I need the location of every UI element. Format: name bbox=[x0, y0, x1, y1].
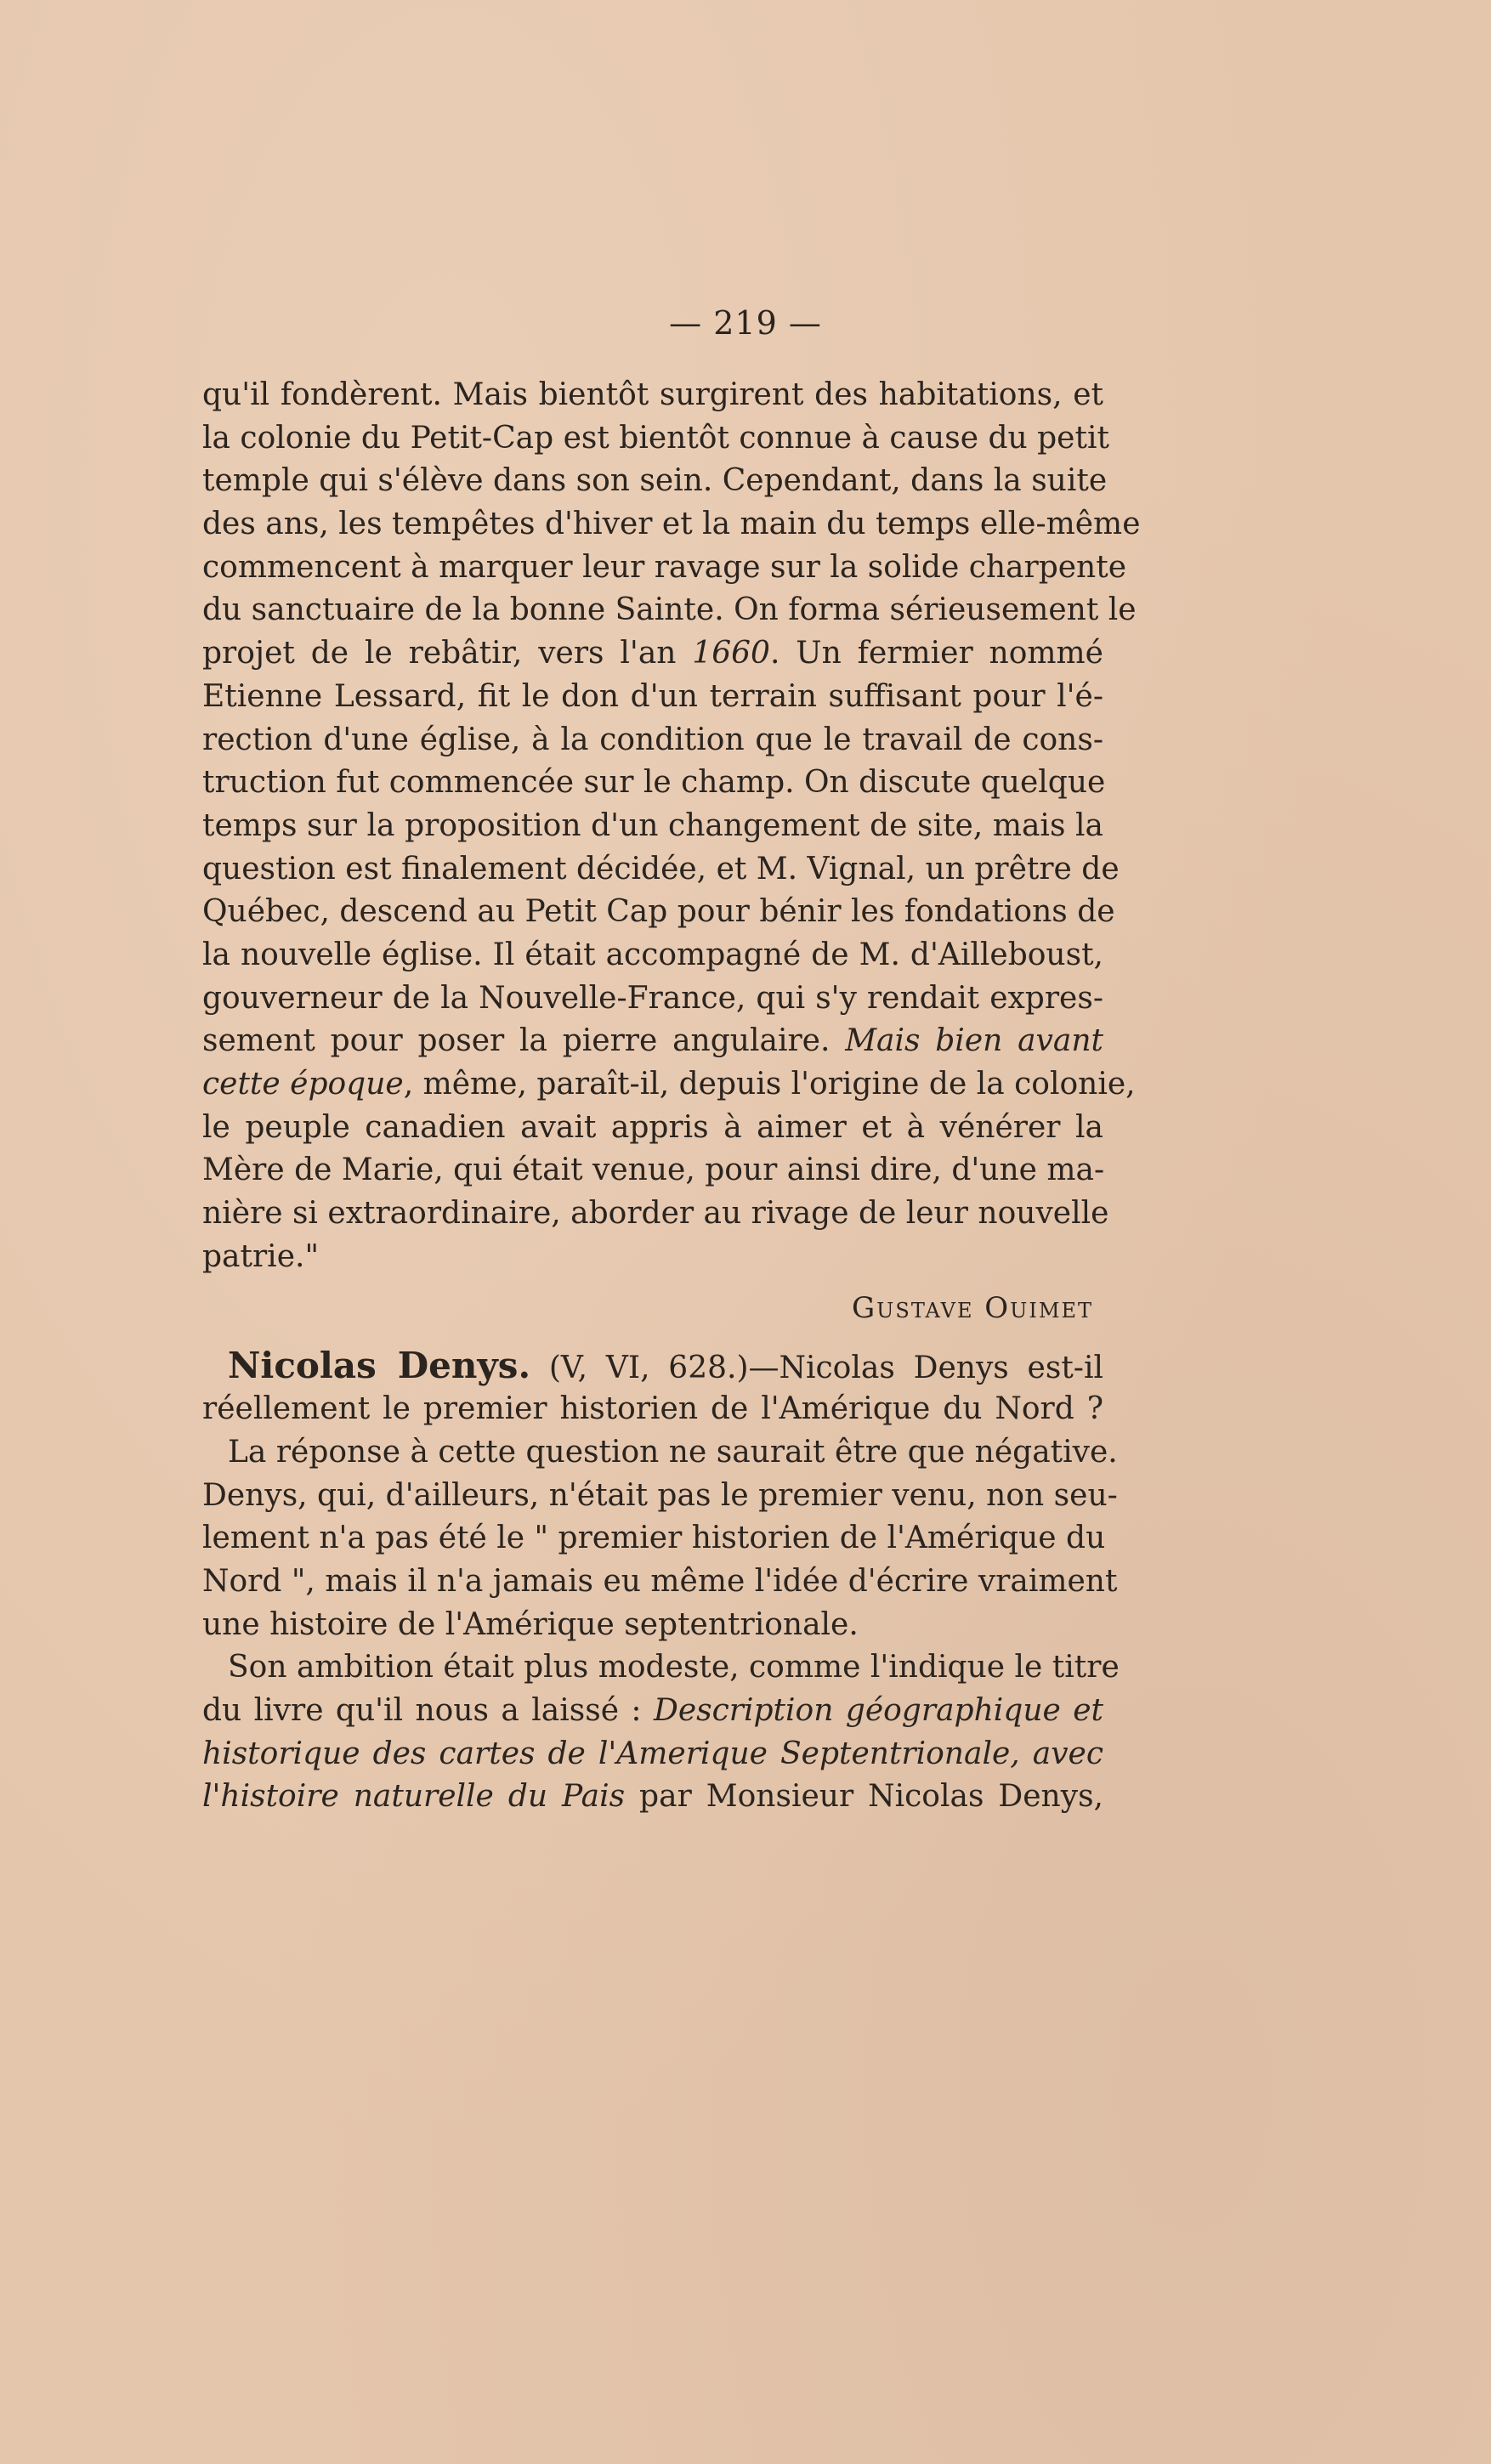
book-title-line: historique des cartes de l'Amerique Septentrionale, avec bbox=[202, 1736, 1103, 1771]
text-line: qu'il fondèrent. Mais bientôt surgirent des habitations, et bbox=[202, 377, 1103, 412]
text-line: truction fut commencée sur le champ. On discute quelque bbox=[202, 765, 1106, 801]
text-line: La réponse à cette question ne saurait être que négative. bbox=[228, 1434, 1118, 1470]
text-line bbox=[202, 1776, 1103, 1819]
text-line: du sanctuaire de la bonne Sainte. On forma sérieusement le bbox=[202, 592, 1137, 628]
text-line: la colonie du Petit-Cap est bientôt connue à cause du petit bbox=[202, 420, 1109, 456]
text-line: rection d'une église, à la condition que le travail de cons- bbox=[202, 722, 1103, 757]
text-line bbox=[202, 1063, 1136, 1107]
text-line: une histoire de l'Amérique septentrionale. bbox=[202, 1606, 859, 1642]
text-line: Nord ", mais il n'a jamais eu même l'idée d'écrire vraiment bbox=[202, 1563, 1118, 1599]
italic-phrase: Mais bien avant bbox=[845, 1023, 1103, 1059]
year-italic: 1660 bbox=[692, 636, 770, 671]
entry-heading-line bbox=[202, 1345, 1103, 1388]
text-line: Denys, qui, d'ailleurs, n'était pas le premier venu, non seu- bbox=[202, 1477, 1118, 1513]
text-line bbox=[202, 1690, 1103, 1733]
text-line: Son ambition était plus modeste, comme l'indique le titre bbox=[228, 1650, 1120, 1685]
text-line: patrie." bbox=[202, 1238, 320, 1274]
text-line: le peuple canadien avait appris à aimer et à vénérer la bbox=[202, 1109, 1103, 1145]
text-line: temps sur la proposition d'un changement de site, mais la bbox=[202, 807, 1103, 843]
text-line: Etienne Lessard, fit le don d'un terrain suffisant pour l'é- bbox=[202, 678, 1103, 714]
author-signature: Gustave Ouimet bbox=[851, 1291, 1093, 1326]
body-text bbox=[202, 374, 1141, 1819]
text-line bbox=[202, 632, 1103, 676]
text-line: des ans, les tempêtes d'hiver et la main du temps elle-même bbox=[202, 507, 1141, 542]
text-line: gouverneur de la Nouvelle-France, qui s'y rendait expres- bbox=[202, 980, 1103, 1016]
text-line: la nouvelle église. Il était accompagné de M. d'Ailleboust, bbox=[202, 937, 1103, 972]
text-segment: . Un fermier nommé bbox=[769, 636, 1103, 671]
text-line: question est finalement décidée, et M. Vignal, un prêtre de bbox=[202, 851, 1120, 886]
text-line bbox=[202, 1020, 1103, 1063]
entry-title: Nicolas Denys. bbox=[228, 1345, 531, 1387]
entry-gap bbox=[202, 1338, 1103, 1345]
italic-phrase: cette époque bbox=[202, 1067, 404, 1102]
text-line: temple qui s'élève dans son sein. Cependant, dans la suite bbox=[202, 463, 1108, 499]
text-segment: (V, VI, 628.)—Nicolas Denys est-il bbox=[530, 1351, 1103, 1386]
text-line: Québec, descend au Petit Cap pour bénir les fondations de bbox=[202, 894, 1115, 930]
text-line: commencent à marquer leur ravage sur la solide charpente bbox=[202, 549, 1127, 585]
text-line: réellement le premier historien de l'Amérique du Nord ? bbox=[202, 1391, 1103, 1427]
text-segment: projet de le rebâtir, vers l'an bbox=[202, 636, 693, 671]
text-line: Mère de Marie, qui était venue, pour ainsi dire, d'une ma- bbox=[202, 1153, 1105, 1188]
text-line: lement n'a pas été le " premier historien de l'Amérique du bbox=[202, 1521, 1106, 1556]
page-number: — 219 — bbox=[669, 304, 822, 342]
text-segment: sement pour poser la pierre angulaire. bbox=[202, 1023, 846, 1059]
text-segment: du livre qu'il nous a laissé : bbox=[202, 1692, 654, 1728]
text-segment: par Monsieur Nicolas Denys, bbox=[625, 1779, 1104, 1815]
text-line: nière si extraordinaire, aborder au rivage de leur nouvelle bbox=[202, 1196, 1109, 1232]
book-title-italic: Description géographique et bbox=[653, 1692, 1103, 1728]
text-segment: , même, paraît-il, depuis l'origine de la colonie, bbox=[403, 1067, 1136, 1102]
book-title-italic: l'histoire naturelle du Pais bbox=[202, 1779, 626, 1815]
